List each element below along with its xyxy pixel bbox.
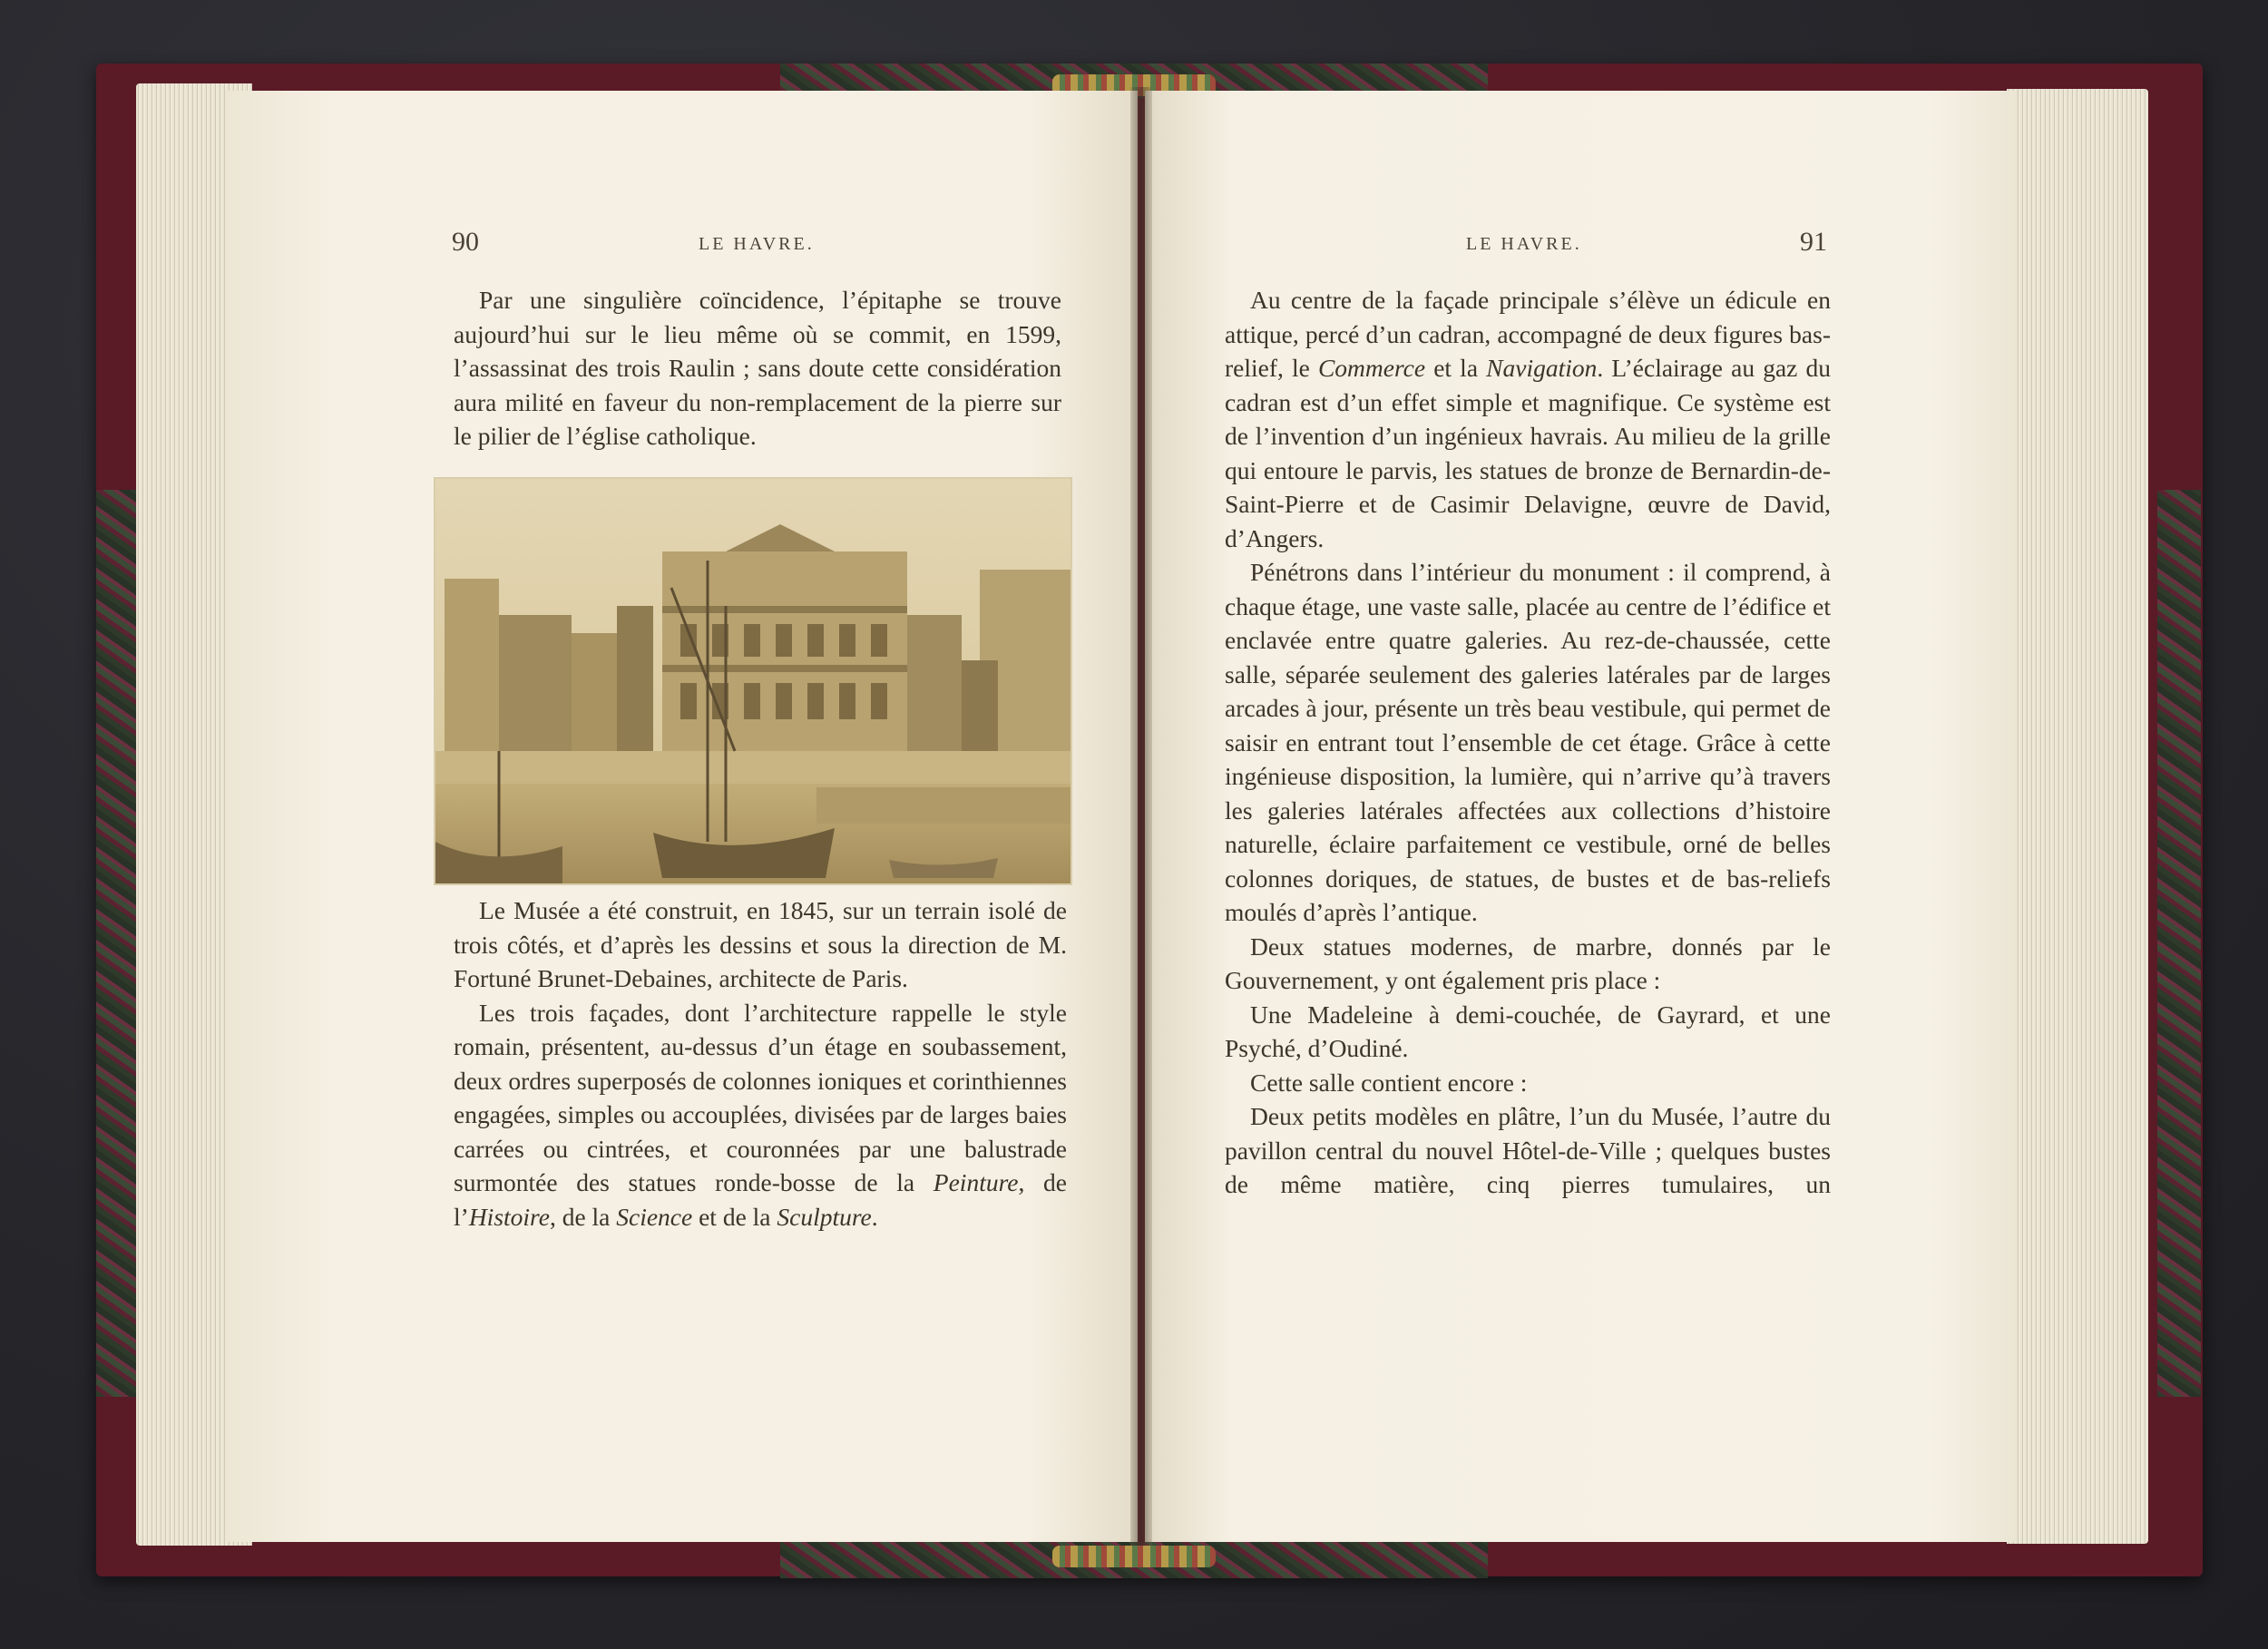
page-edges-right bbox=[2007, 89, 2148, 1544]
sep-2: , de la bbox=[549, 1202, 617, 1231]
page-number-left: 90 bbox=[452, 227, 479, 257]
book-gutter bbox=[1130, 87, 1152, 1546]
marbled-board-right bbox=[2157, 490, 2201, 1397]
facade-text-b: et la bbox=[1425, 354, 1487, 382]
sep-1: , de l’ bbox=[454, 1168, 1067, 1231]
sep-3: et de la bbox=[692, 1202, 777, 1231]
running-head-left: LE HAVRE. bbox=[699, 234, 815, 254]
facade-text-a: Au centre de la façade principale s’élève un édicule en attique, percé d’un cadran, accompagné de deux figures bas-relief, le bbox=[1225, 286, 1831, 382]
italic-peinture: Peinture bbox=[933, 1168, 1019, 1196]
paragraph-facades bbox=[454, 996, 1067, 1234]
museum-photograph bbox=[435, 479, 1070, 883]
left-page-text-top bbox=[454, 283, 1061, 454]
paragraph-modeles-platre: Deux petits modèles en plâtre, l’un du Musée, l’autre du pavillon central du nouvel Hôtel-de-Ville ; quelques bustes de même matière, cinq pierres tumulaires, un bbox=[1225, 1102, 1831, 1198]
facade-text-c: . L’éclairage au gaz du cadran est d’un effet simple et magnifique. Ce système est de l’invention d’un ingénieux havrais. Au milieu de la grille qui entoure le parvis, les statues de bronze de Bernardin-de-Saint-Pierre et de Casimir Delavigne, œuvre de David, d’Angers. bbox=[1225, 354, 1831, 552]
running-head-right: LE HAVRE. bbox=[1466, 234, 1582, 254]
paragraph-musee-construction: Le Musée a été construit, en 1845, sur un terrain isolé de trois côtés, et d’après les dessins et sous la direction de M. Fortuné Brunet-Debaines, architecte de Paris. bbox=[454, 896, 1067, 992]
right-page-text bbox=[1225, 283, 1831, 1202]
marbled-board-left bbox=[96, 490, 142, 1397]
left-page-text-bottom bbox=[454, 893, 1067, 1234]
paragraph-epitaphe: Par une singulière coïncidence, l’épitaphe se trouve aujourd’hui sur le lieu même où se commit, en 1599, l’assassinat des trois Raulin ; sans doute cette considération aura milité en faveur du non-remplacement de la pierre sur le pilier de l’église catholique. bbox=[454, 286, 1061, 450]
page-number-right: 91 bbox=[1800, 227, 1827, 257]
paragraph-facade-principale bbox=[1225, 283, 1831, 555]
paragraph-statues-modernes: Deux statues modernes, de marbre, donnés par le Gouvernement, y ont également pris place : bbox=[1225, 932, 1831, 994]
italic-commerce: Commerce bbox=[1317, 354, 1426, 382]
facades-text: Les trois façades, dont l’architecture rappelle le style romain, présentent, au-dessus d’un étage en soubassement, deux ordres superposés de colonnes ioniques et corinthiennes engagées, simples ou accouplées, divisées par de larges baies carrées ou cintrées, et couronnées par une balustrade surmontée des statues ronde-bosse de la bbox=[454, 998, 1067, 1196]
end-period: . bbox=[871, 1202, 878, 1231]
paragraph-salle-contient: Cette salle contient encore : bbox=[1250, 1068, 1528, 1097]
italic-histoire: Histoire bbox=[468, 1202, 550, 1231]
photograph-image bbox=[435, 479, 1070, 883]
italic-science: Science bbox=[616, 1202, 693, 1231]
italic-sculpture: Sculpture bbox=[777, 1202, 872, 1231]
italic-navigation: Navigation bbox=[1486, 354, 1598, 382]
paragraph-madeleine: Une Madeleine à demi-couchée, de Gayrard, et une Psyché, d’Oudiné. bbox=[1225, 1000, 1831, 1062]
paragraph-interieur: Pénétrons dans l’intérieur du monument : il comprend, à chaque étage, une vaste salle, placée au centre de l’édifice et enclavée entre quatre galeries. Au rez-de-chaussée, cette salle, séparée seulement des galeries latérales par de larges arcades à jour, présente un très beau vestibule, qui permet de saisir en entrant tout l’ensemble de cet étage. Grâce à cette ingénieuse disposition, la lumière, qui n’arrive qu’à travers les galeries latérales affectées aux collections d’histoire naturelle, éclaire parfaitement ce vestibule, orné de belles colonnes doriques, de statues, de bustes et de bas-reliefs moulés d’après l’antique. bbox=[1225, 558, 1831, 926]
headband-bottom bbox=[1052, 1546, 1216, 1567]
